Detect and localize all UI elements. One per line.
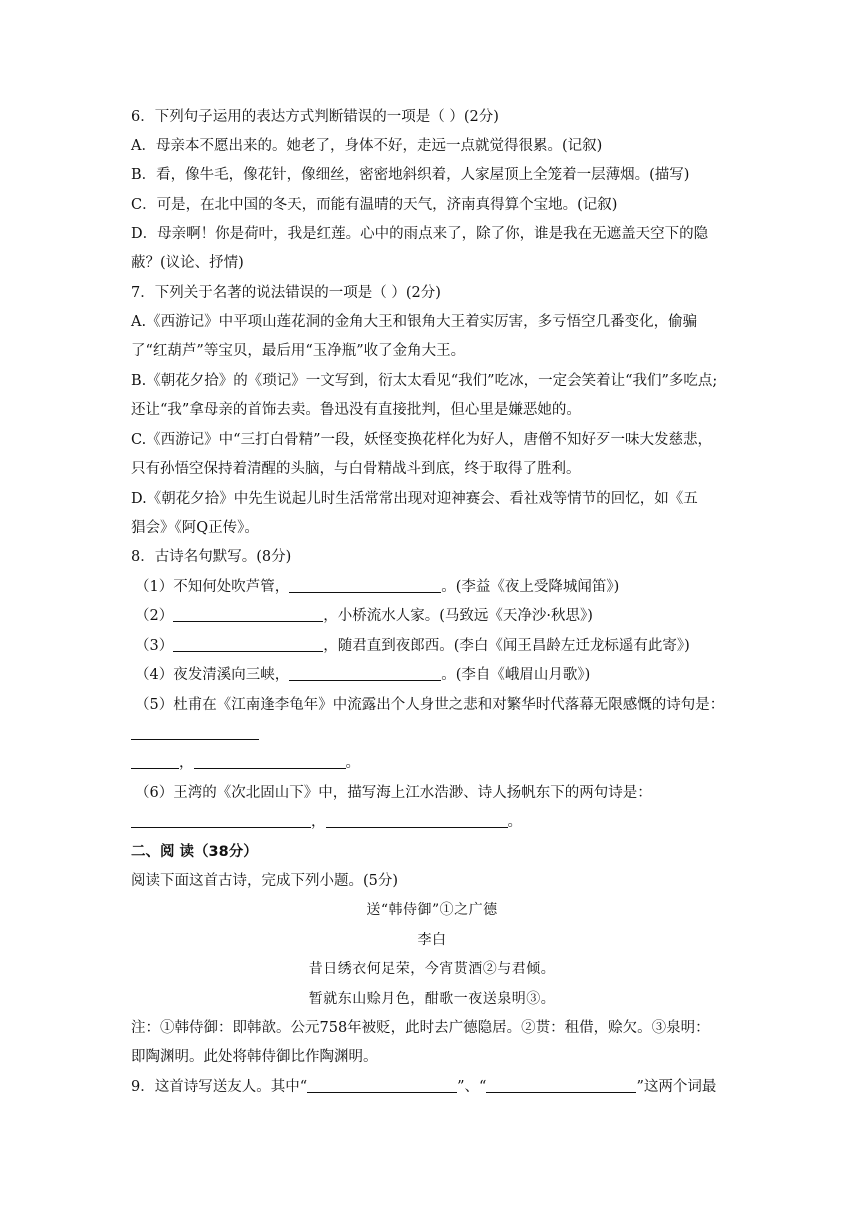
q6-option-d-line2: 蔽？(议论、抒情) [131, 255, 244, 271]
note-line-2: 即陶渊明。此处将韩侍御比作陶渊明。 [131, 1049, 378, 1065]
answer-blank[interactable] [289, 578, 441, 593]
q8-item-4: （4）夜发清溪向三峡， 。(李自《峨眉山月歌》) [135, 667, 591, 683]
q7-option-c-line2: 只有孙悟空保持着清醒的头脑，与白骨精战斗到底，终于取得了胜利。 [131, 461, 581, 477]
poem-line-2: 暂就东山赊月色，酣歌一夜送泉明③。 [308, 991, 556, 1007]
q7-option-d-line2: 猖会》《阿Q正传》。 [131, 520, 259, 536]
answer-blank[interactable] [173, 607, 323, 622]
q6-option-d-line1: D．母亲啊！你是荷叶，我是红莲。心中的雨点来了，除了你，谁是我在无遮盖天空下的隐 [131, 226, 709, 242]
poem-line-1: 昔日绣衣何足荣，今宵贳酒②与君倾。 [308, 961, 556, 977]
q6-option-c: C．可是，在北中国的冬天，而能有温晴的天气，济南真得算个宝地。(记叙) [131, 197, 618, 213]
q8-stem: 8．古诗名句默写。(8分) [131, 549, 292, 565]
q9-stem: 9．这首诗写送友人。其中“ ”、“ ”这两个词最 [131, 1079, 717, 1095]
section-heading: 二、阅 读（38分） [131, 844, 258, 860]
q6-option-a: A．母亲本不愿出来的。她老了，身体不好，走远一点就觉得很累。(记叙) [131, 138, 603, 154]
answer-blank[interactable] [326, 813, 508, 828]
q8-item-5-text: （5）杜甫在《江南逢李龟年》中流露出个人身世之悲和对繁华时代落幕无限感慨的诗句是： [135, 697, 725, 713]
q8-item-3: （3） ，随君直到夜郎西。(李白《闻王昌龄左迁龙标遥有此寄》) [135, 638, 690, 654]
q8-item-2: （2） ，小桥流水人家。(马致远《天净沙·秋思》) [135, 608, 593, 624]
q8-item-5-blank-row2: ， 。 [131, 753, 360, 773]
q8-item-6-text: （6）王湾的《次北固山下》中，描写海上江水浩渺、诗人扬帆东下的两句诗是： [135, 785, 652, 801]
note-line-1: 注：①韩侍御：即韩歆。公元758年被贬，此时去广德隐居。②贳：租借，赊欠。③泉明： [131, 1020, 710, 1036]
answer-blank[interactable] [194, 754, 346, 769]
q7-option-a-line1: A.《西游记》中平项山莲花洞的金角大王和银角大王着实厉害，多亏悟空几番变化，偷骗 [131, 314, 698, 330]
q8-item-6-blank-row: ， 。 [131, 812, 522, 832]
q7-option-c-line1: C.《西游记》中“三打白骨精”一段，妖怪变换花样化为好人，唐僧不知好歹一味大发慈悲， [131, 432, 713, 448]
answer-blank[interactable] [131, 754, 179, 769]
answer-blank[interactable] [307, 1078, 457, 1093]
q8-item-1: （1）不知何处吹芦管， 。(李益《夜上受降城闻笛》) [135, 579, 620, 595]
q7-option-d-line1: D.《朝花夕拾》中先生说起儿时生活常常出现对迎神赛会、看社戏等情节的回忆，如《五 [131, 491, 698, 507]
q7-option-b-line1: B.《朝花夕拾》的《琐记》一文写到，衍太太看见“我们”吃冰，一定会笑着让“我们”多吃点; [131, 373, 718, 389]
q6-stem: 6．下列句子运用的表达方式判断错误的一项是（ ）(2分) [131, 109, 499, 125]
section-intro: 阅读下面这首古诗，完成下列小题。(5分) [131, 873, 399, 889]
answer-blank[interactable] [289, 666, 441, 681]
q7-option-b-line2: 还让“我”拿母亲的首饰去卖。鲁迅没有直接批判，但心里是嫌恶她的。 [131, 402, 581, 418]
q7-option-a-line2: 了“红葫芦”等宝贝，最后用“玉净瓶”收了金角大王。 [131, 343, 466, 359]
answer-blank[interactable] [131, 725, 259, 740]
q7-stem: 7．下列关于名著的说法错误的一项是（ ）(2分) [131, 285, 441, 301]
poem-author: 李白 [417, 932, 447, 948]
q8-item-5-blank-row1 [131, 724, 259, 744]
q6-option-b: B．看，像牛毛，像花针，像细丝，密密地斜织着，人家屋顶上全笼着一层薄烟。(描写) [131, 167, 690, 183]
poem-title: 送“韩侍御”①之广德 [366, 902, 498, 918]
answer-blank[interactable] [173, 637, 323, 652]
answer-blank[interactable] [486, 1078, 636, 1093]
answer-blank[interactable] [131, 813, 311, 828]
